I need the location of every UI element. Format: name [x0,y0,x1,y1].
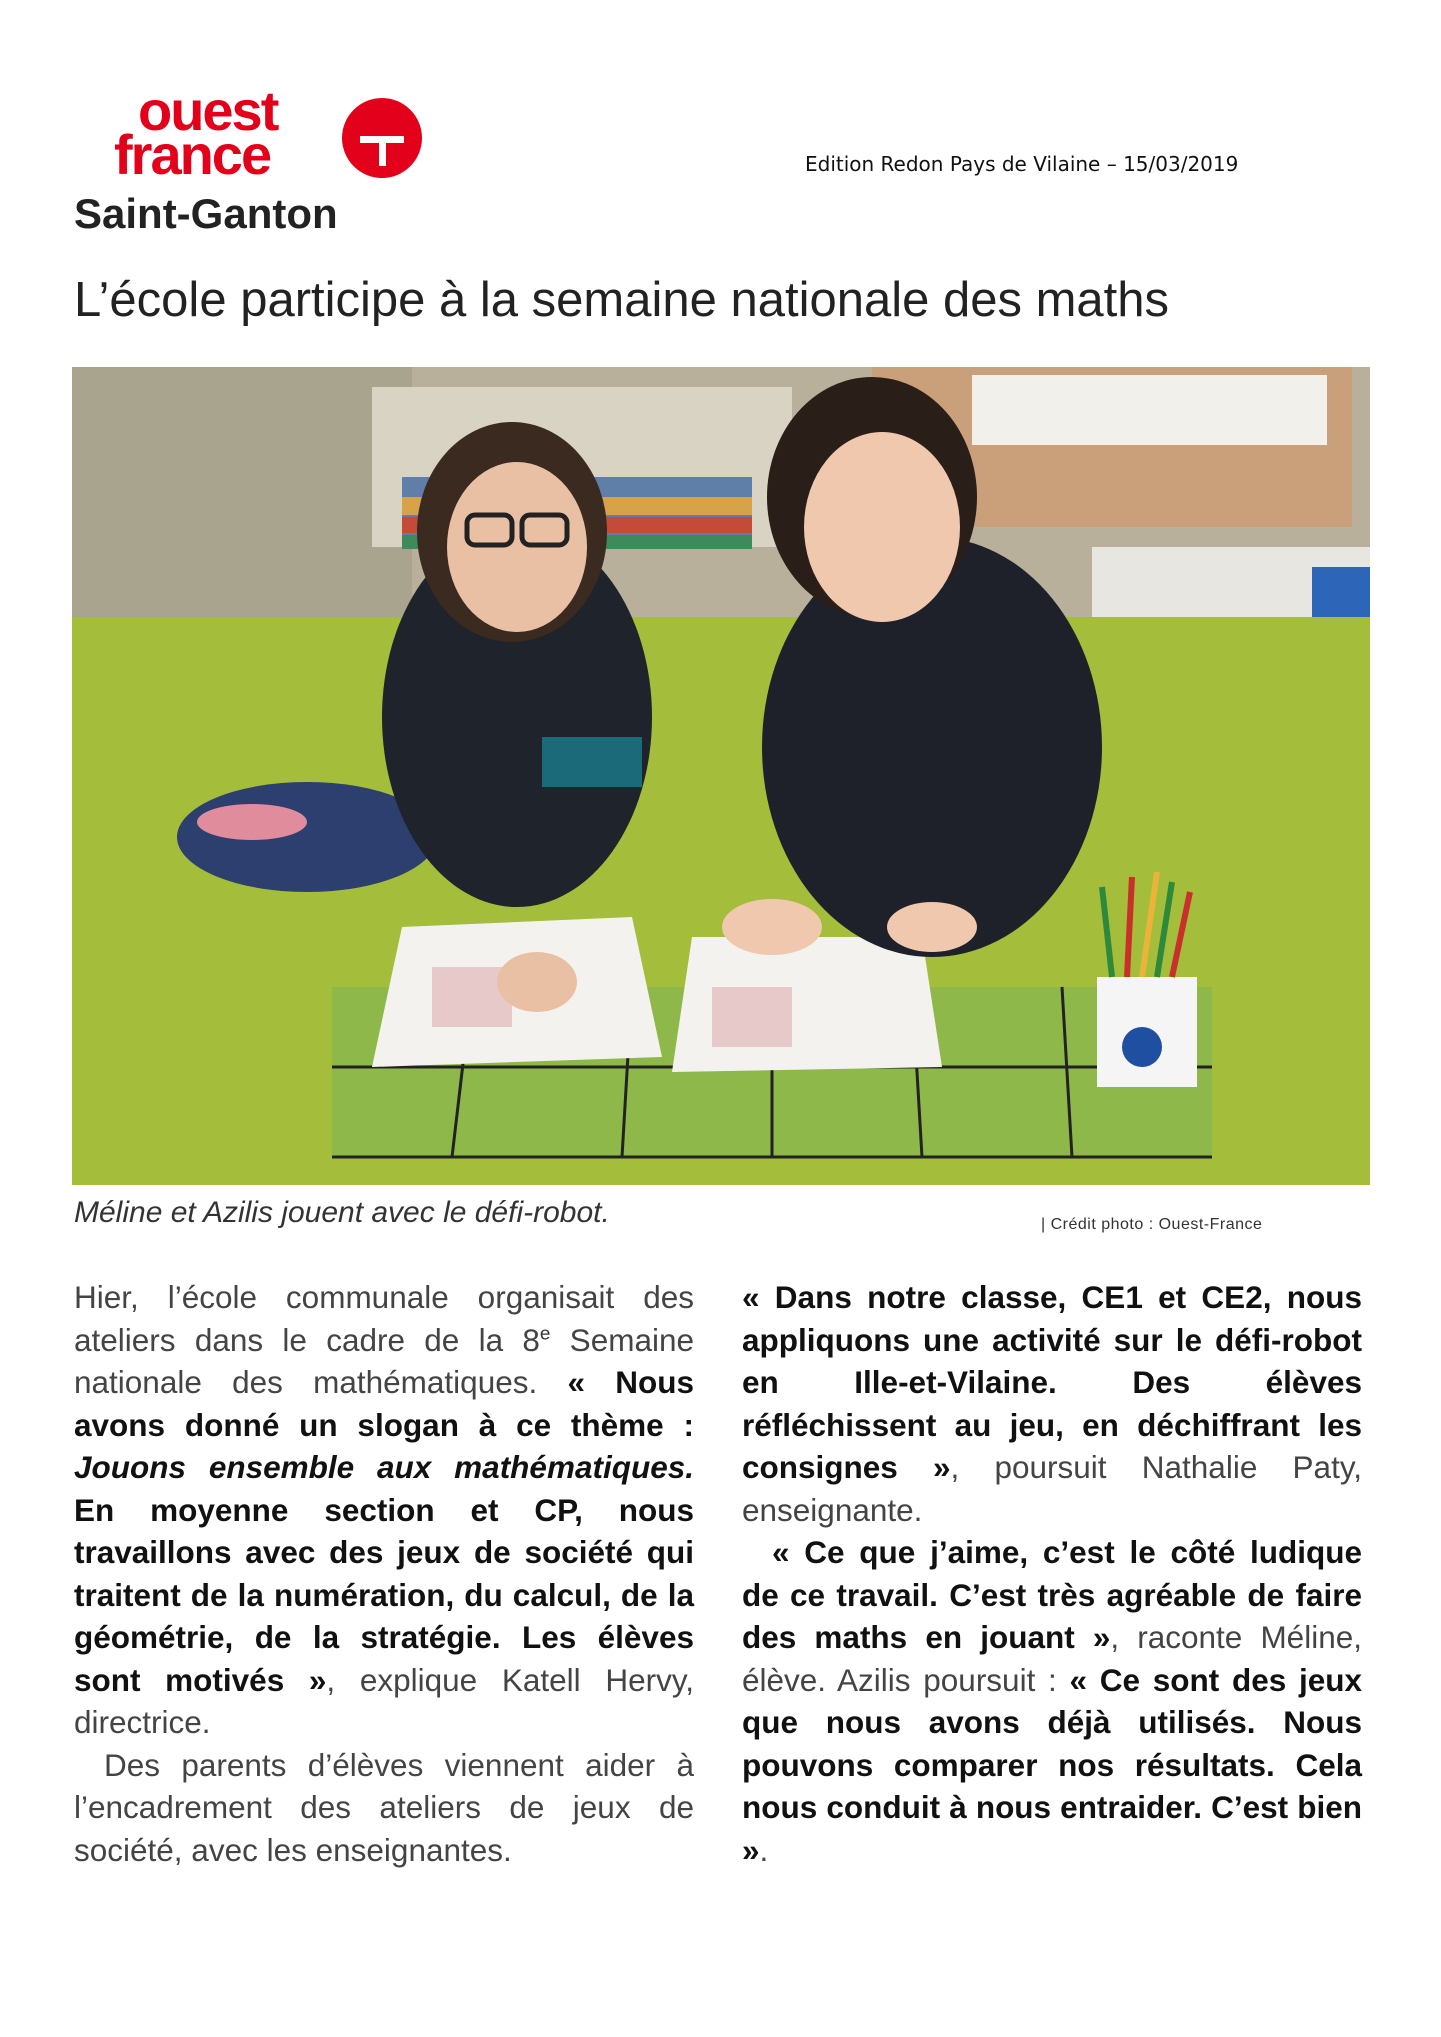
article-column-left [74,1276,694,1871]
photo-caption: Méline et Azilis jouent avec le défi-robot. [74,1196,610,1229]
logo-emblem-icon [342,98,422,178]
logo-word-france: france [114,123,271,186]
ouest-france-logo [104,79,404,198]
article-paragraph: Des parents d’élèves viennent aider à l’encadrement des ateliers de jeux de société, avec les enseignantes. [74,1746,694,1868]
article-paragraph: « Ce que j’aime, c’est le côté ludique de ce travail. C’est très agréable de faire des maths en jouant », raconte Méline, élève. Azilis poursuit : « Ce sont des jeux que nous avons déjà utilisés. Nous pouvons comparer nos résultats. Cela nous conduit à nous entraider. C’est bien ». [742,1534,1362,1868]
photo-illustration [72,367,1370,1185]
article-paragraph: Hier, l’école communale organisait des ateliers dans le cadre de la 8e Semaine nationale des mathématiques. « Nous avons donné un slogan à ce thème : Jouons ensemble aux mathématiques. En moyenne section et CP, nous travaillons avec des jeux de société qui traitent de la numération, du calcul, de la géométrie, de la stratégie. Les élèves sont motivés », explique Katell Hervy, directrice. [74,1279,695,1740]
logo-word-ouest: ouest [138,79,278,142]
article-column-right [742,1276,1362,1871]
photo-credit: | Crédit photo : Ouest-France [1041,1216,1263,1233]
article-headline: L’école participe à la semaine nationale des maths [74,273,1170,327]
article-photo [72,367,1370,1185]
article-paragraph: « Dans notre classe, CE1 et CE2, nous appliquons une activité sur le défi-robot en Ille-et-Vilaine. Des élèves réfléchissent au jeu, en déchiffrant les consignes », poursuit Nathalie Paty, enseignante. [742,1279,1362,1528]
locality-title: Saint-Ganton [74,190,338,237]
edition-line: Edition Redon Pays de Vilaine – 15/03/2019 [805,152,1239,176]
